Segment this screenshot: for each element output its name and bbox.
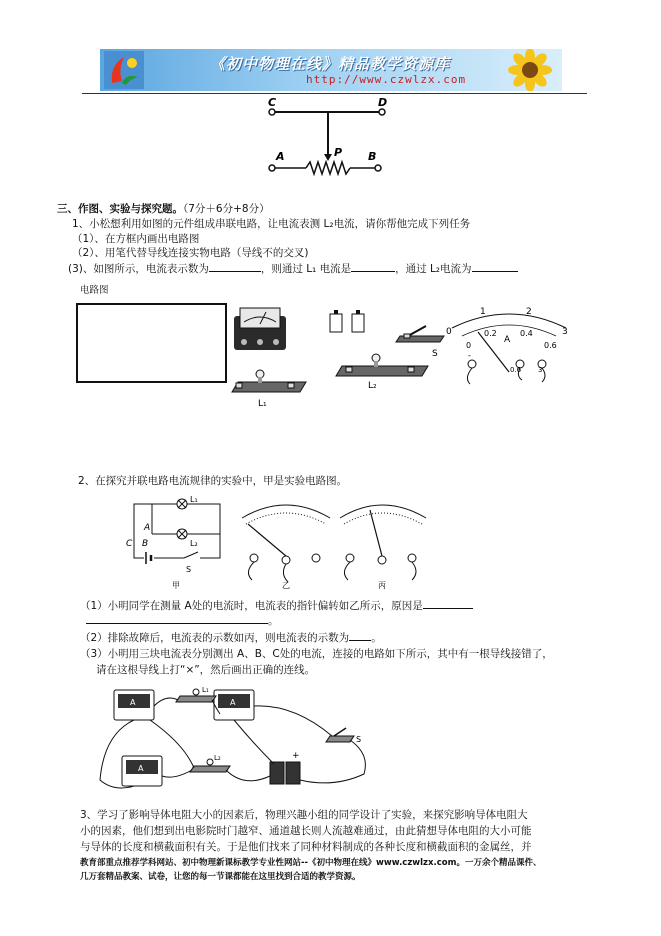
ammeter-dial — [446, 307, 568, 384]
wiring-s: S — [356, 735, 362, 744]
point-c: C — [126, 539, 133, 549]
answer-blank-reason-2[interactable] — [86, 613, 268, 624]
answer-blank-l1[interactable] — [351, 261, 395, 272]
point-a: A — [144, 523, 151, 533]
label-b: B — [368, 150, 377, 163]
terminal-0-6: 0.6 — [510, 366, 522, 374]
q1-task3-c: ，通过 L₂电流为 — [395, 263, 472, 275]
label-c: C — [268, 98, 277, 109]
scale-bottom-3: 0.6 — [544, 341, 557, 350]
svg-text:A: A — [230, 698, 236, 707]
label-d: D — [378, 98, 388, 109]
q3-line3: 与导体的长度和横截面积有关。于是他们找来了同种材料制成的各种长度和横截面积的金属丝，并 — [80, 841, 532, 853]
section-title-text: 三、作图、实验与探究题。 — [57, 203, 183, 215]
switch-icon — [396, 326, 444, 342]
q1-task3 — [68, 261, 518, 276]
parallel-circuit-diagram — [126, 495, 220, 574]
q1-stem: 1、小松想利用如图的元件组成串联电路，让电流表测 L₂电流，请你帮他完成下列任务 — [72, 218, 471, 230]
wiring-l1: L₁ — [202, 686, 209, 694]
q2-sub2-text: （2）排除故障后，电流表的示数如丙，则电流表的示数为 — [80, 632, 350, 644]
fig-label-jia: 甲 — [172, 581, 180, 590]
scale-top-3: 3 — [562, 327, 568, 337]
scale-bottom-0: 0 — [466, 341, 472, 350]
q3-line2: 小的因素，他们想到出电影院时门越窄、通道越长则人流越难通过，由此猜想导体电阻的大小可能 — [80, 825, 532, 837]
point-b: B — [142, 539, 149, 549]
wiring-diagram — [94, 684, 380, 796]
circuit-drawing-box[interactable] — [76, 303, 227, 383]
bulb-l1-board — [232, 370, 306, 392]
ammeter-device-icon — [234, 308, 286, 350]
q2-sub2-end: 。 — [371, 632, 382, 644]
site-logo-icon — [104, 51, 144, 89]
banner-title: 《初中物理在线》精品教学资源库 — [210, 55, 451, 73]
q1-task2: （2）、用笔代替导线连接实物电路（导线不的交叉) — [72, 247, 309, 259]
q1-task3-b: ，则通过 L₁ 电流是 — [260, 263, 352, 275]
label-l1-q2: L₁ — [190, 495, 198, 504]
svg-text:A: A — [138, 764, 144, 773]
scale-bottom-1: 0.2 — [484, 329, 497, 338]
q1-task3-a: (3)、如图所示，电流表示数为 — [68, 263, 209, 275]
q2-sub1-text: （1）小明同学在测量 A处的电流时，电流表的指针偏转如乙所示，原因是 — [80, 600, 423, 612]
banner-url[interactable]: http://www.czwlzx.com — [306, 73, 467, 86]
bulb-l2-board — [336, 354, 428, 376]
header-rule — [82, 93, 587, 94]
meter-bing — [340, 505, 426, 580]
q2-sub1-line2 — [86, 613, 279, 628]
wiring-battery-icon — [270, 751, 300, 784]
wiring-l2: L₂ — [214, 754, 221, 762]
q2-sub1 — [80, 598, 473, 613]
q3-line1: 3、学习了影响导体电阻大小的因素后，物理兴趣小组的同学设计了实验，来探究影响导体电阻大 — [80, 809, 528, 821]
scale-top-1: 1 — [480, 307, 486, 317]
battery-icon — [330, 310, 364, 332]
diagram-label: 电路图 — [80, 285, 109, 296]
q2-sub2 — [80, 630, 382, 645]
q1-components-figure — [226, 300, 576, 410]
label-a: A — [276, 150, 285, 163]
q2-sub3-a: （3）小明用三块电流表分别测出 A、B、C处的电流，连接的电路如下所示，其中有一根导线接错了， — [80, 648, 553, 660]
rheostat-figure — [258, 98, 390, 188]
answer-blank-reading[interactable] — [349, 630, 371, 641]
label-l1: L₁ — [258, 399, 267, 409]
footer-line2: 几万套精品教案、试卷，让您的每一节课都能在这里找到合适的教学资源。 — [80, 872, 361, 882]
label-p: P — [334, 146, 343, 159]
header-banner — [100, 49, 562, 91]
q2-sub1-end: 。 — [268, 615, 279, 627]
svg-text:+: + — [292, 751, 300, 761]
answer-blank-ammeter[interactable] — [209, 261, 261, 272]
terminal-3: 3 — [538, 366, 543, 374]
scale-bottom-2: 0.4 — [520, 329, 533, 338]
scale-top-2: 2 — [526, 307, 532, 317]
q1-task1: （1）、在方框内画出电路图 — [72, 233, 200, 245]
section-title — [57, 202, 270, 216]
label-s: S — [432, 349, 438, 359]
fig-label-bing: 丙 — [378, 581, 386, 590]
svg-text:A: A — [130, 698, 136, 707]
q2-sub3-b: 请在这根导线上打“×”，然后画出正确的连线。 — [96, 664, 316, 676]
label-l2-q2: L₂ — [190, 539, 198, 548]
fig-label-yi: 乙 — [282, 581, 290, 590]
meter-yi — [242, 505, 330, 582]
label-s-q2: S — [186, 565, 192, 574]
scale-top-0: 0 — [446, 327, 452, 337]
sunflower-icon — [500, 49, 560, 91]
terminal-neg: - — [468, 351, 471, 360]
answer-blank-reason[interactable] — [423, 598, 473, 609]
label-l2: L₂ — [368, 381, 377, 391]
q2-stem: 2、在探究并联电路电流规律的实验中，甲是实验电路图。 — [78, 475, 348, 487]
answer-blank-l2[interactable] — [472, 261, 518, 272]
footer-line1: 教育部重点推荐学科网站、初中物理新课标教学专业性网站--《初中物理在线》www.czwlzx.com。一万余个精品课件、 — [80, 858, 542, 868]
ammeter-unit: A — [504, 335, 511, 345]
section-points: （7分＋6分+8分） — [183, 203, 270, 215]
q2-figures — [124, 494, 436, 590]
